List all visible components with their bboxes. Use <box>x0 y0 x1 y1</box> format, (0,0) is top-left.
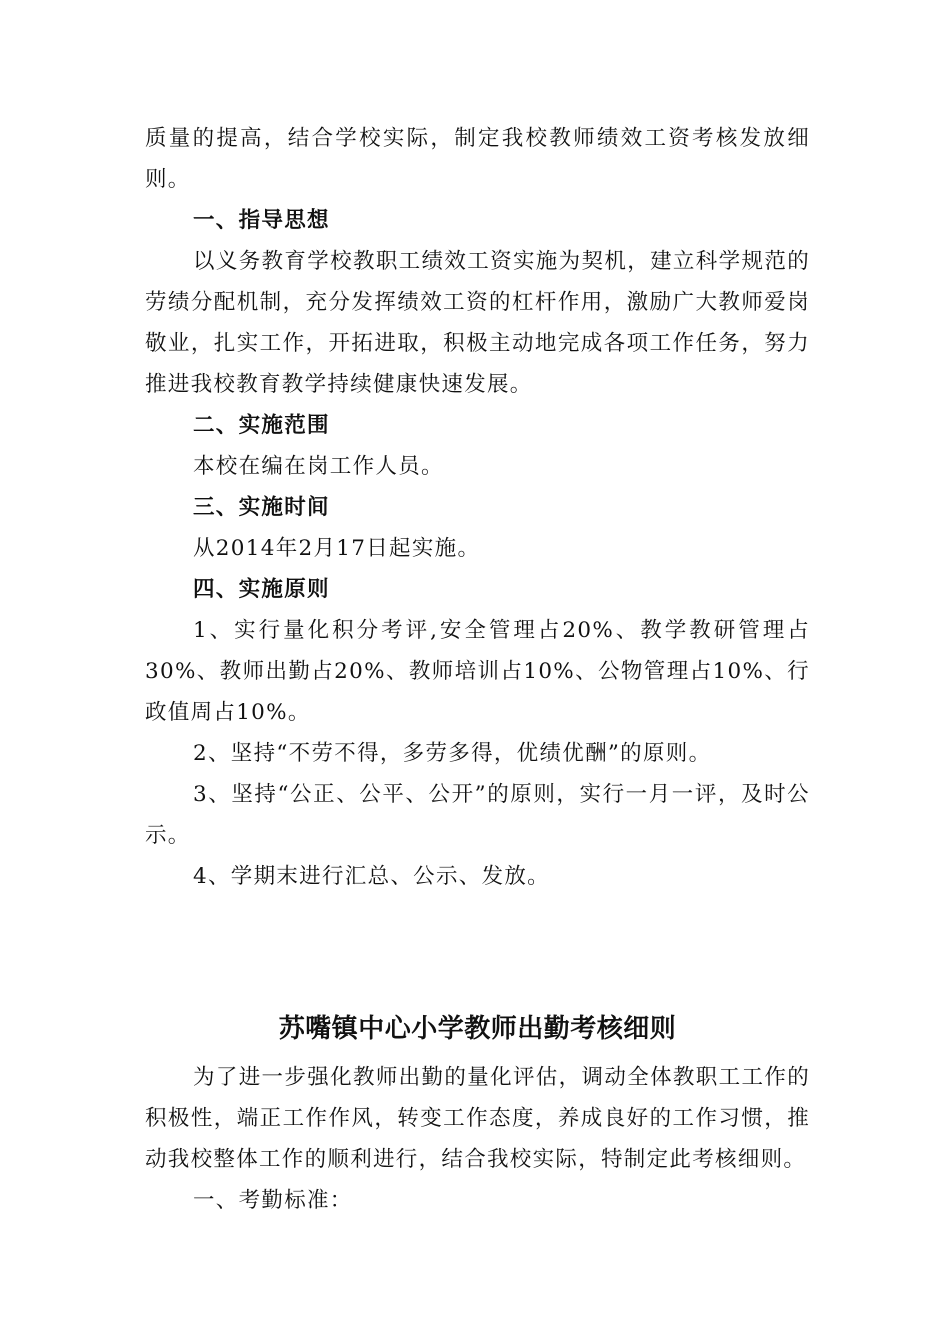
principle-item: 3、坚持“公正、公平、公开”的原则，实行一月一评，及时公示。 <box>145 782 810 848</box>
paragraph-guiding-thought: 以义务教育学校教职工绩效工资实施为契机，建立科学规范的劳绩分配机制，充分发挥绩效工资的杠杆作用，激励广大教师爱岗敬业，扎实工作，开拓进取，积极主动地完成各项工作任务，努力推进我校教育教学持续健康快速发展。 <box>145 249 810 397</box>
document-section-2 <box>145 1057 810 1221</box>
heading-principles: 四、实施原则 <box>193 577 330 602</box>
heading-time: 三、实施时间 <box>193 495 330 520</box>
paragraph-time: 从2014年2月17日起实施。 <box>193 536 481 561</box>
principle-item: 4、学期末进行汇总、公示、发放。 <box>193 864 550 889</box>
paragraph-scope: 本校在编在岗工作人员。 <box>193 454 444 479</box>
document-title: 苏嘴镇中心小学教师出勤考核细则 <box>278 1014 677 1044</box>
attendance-intro-paragraph: 为了进一步强化教师出勤的量化评估，调动全体教职工工作的积极性，端正工作作风，转变工作态度，养成良好的工作习惯，推动我校整体工作的顺利进行，结合我校实际，特制定此考核细则。 <box>145 1065 810 1172</box>
document-section-1 <box>145 118 810 897</box>
intro-paragraph: 质量的提高，结合学校实际，制定我校教师绩效工资考核发放细则。 <box>145 126 810 192</box>
heading-guiding-thought: 一、指导思想 <box>193 208 330 233</box>
heading-scope: 二、实施范围 <box>193 413 330 438</box>
principle-item: 2、坚持“不劳不得，多劳多得，优绩优酬”的原则。 <box>193 741 712 766</box>
principle-item: 1、实行量化积分考评,安全管理占20%、教学教研管理占30%、教师出勤占20%、教师培训占10%、公物管理占10%、行政值周占10%。 <box>145 618 810 725</box>
heading-attendance-standard: 一、考勤标准： <box>193 1188 353 1213</box>
